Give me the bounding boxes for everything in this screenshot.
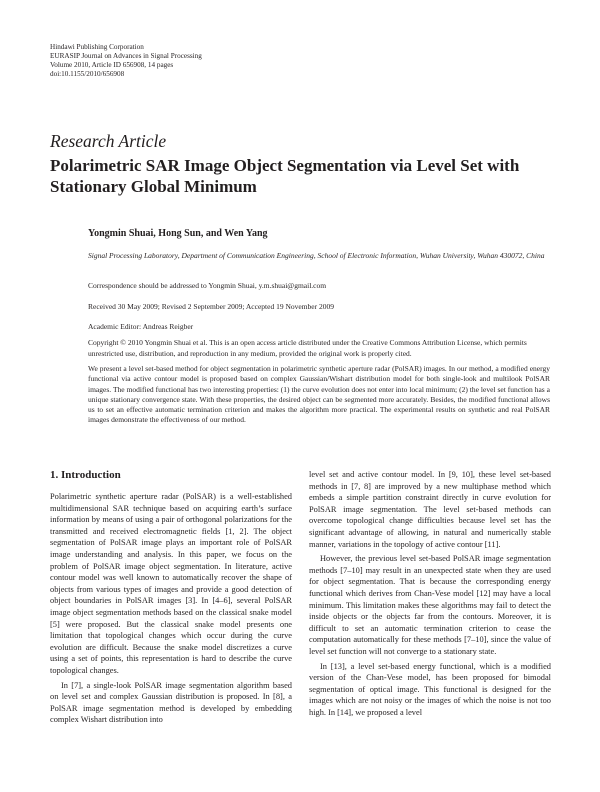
correspondence: Correspondence should be addressed to Yongmin Shuai, y.m.shuai@gmail.com bbox=[88, 281, 327, 290]
doi-line: doi:10.1155/2010/656908 bbox=[50, 69, 125, 78]
paragraph: Polarimetric synthetic aperture radar (PolSAR) is a well-established multidimensional SAR technique based on acquiring earth’s surface information by means of using a pair of orthogonal polarizations for the transmitted and received electromagnetic fields [1, 2]. The object segmentation of PolSAR image plays an important role of PolSAR image understanding and analysis. In this paper, we focus on the problem of PolSAR image object segmentation. In literature, active contour model was well known to automatically recover the shape of objects from various types of images and provide a good detection of object boundaries in PolSAR images [3]. In [4–6], several PolSAR image object segmentation methods based on the classical snake model [5] were proposed. But the classical snake model presents one limitation that topological changes which occur during the curve evolution are difficult. Because the snake model discretizes a curve using a set of points, this representation is hard to describe the curve topological changes. bbox=[50, 492, 292, 675]
left-column bbox=[50, 491, 292, 726]
article-type: Research Article bbox=[50, 131, 167, 151]
right-column bbox=[309, 469, 551, 718]
abstract: We present a level set-based method for object segmentation in polarimetric synthetic aperture radar (PolSAR) images. In our method, a modified energy functional via active contour model is proposed based on complex Gaussian/Wishart distribution model for both single-look and multilook PolSAR images. The modified functional has two interesting properties: (1) the curve evolution does not enter into local minimum; (2) the level set function has a unique stationary convergence state. With these properties, the desired object can be segmented more accurately. Besides, the modified functional allows us to set an effective automatic termination criterion and makes the algorithm more practical. The experimental results on synthetic and real PolSAR images demonstrate the effectiveness of our method. bbox=[88, 364, 550, 425]
copyright-notice: Copyright © 2010 Yongmin Shuai et al. This is an open access article distributed under the Creative Commons Attribution License, which permits unrestricted use, distribution, and reproduction in any medium, provided the original work is properly cited. bbox=[88, 338, 527, 358]
journal-header bbox=[50, 43, 202, 79]
paper-title: Polarimetric SAR Image Object Segmentation via Level Set with Stationary Global Minimum bbox=[50, 156, 520, 196]
volume-line: Volume 2010, Article ID 656908, 14 pages bbox=[50, 60, 174, 69]
publisher-line: Hindawi Publishing Corporation bbox=[50, 43, 144, 51]
section-heading-introduction: 1. Introduction bbox=[50, 469, 121, 481]
paragraph: However, the previous level set-based PolSAR image segmentation methods [7–10] may result in an unexpected state when they are used for object segmentation. That is because the corresponding energy functional which derives from Chan-Vese model [12] may have a local minimum. This limitation makes these algorithms may fail to detect the inside objects or the objects far from the contours. Moreover, it is difficult to set an automatic termination criterion to cease the computation automatically for these methods [7–10], since the value of level set function will not converge to a stationary state. bbox=[309, 554, 551, 656]
academic-editor: Academic Editor: Andreas Reigber bbox=[88, 322, 194, 331]
author-list: Yongmin Shuai, Hong Sun, and Wen Yang bbox=[88, 228, 268, 239]
paragraph: In [13], a level set-based energy functional, which is a modified version of the Chan-Vese model, has been proposed for bimodal segmentation of optical image. This functional is designed for the images which are not noisy or the images of which the noise is not too high. In [14], we proposed a level bbox=[309, 661, 551, 717]
paragraph: level set and active contour model. In [9, 10], these level set-based methods in [7, 8] are improved by a new multiphase method which embeds a simple partition constraint directly in curve evolution for PolSAR image segmentation. The level set-based methods can overcome topological change difficulties because level set has the significant advantage of allowing, in natural and numerically stable manner, variations in the topology of active contour [11]. bbox=[309, 470, 551, 549]
affiliation: Signal Processing Laboratory, Department of Communication Engineering, School of Electronic Information, Wuhan University, Wuhan 430072, China bbox=[88, 251, 545, 260]
paragraph: In [7], a single-look PolSAR image segmentation algorithm based on level set and complex Gaussian distribution is proposed. In [8], a PolSAR image segmentation method is developed by embedding complex Wishart distribution into bbox=[50, 680, 292, 725]
submission-dates: Received 30 May 2009; Revised 2 September 2009; Accepted 19 November 2009 bbox=[88, 302, 334, 311]
journal-name: EURASIP Journal on Advances in Signal Processing bbox=[50, 51, 202, 60]
